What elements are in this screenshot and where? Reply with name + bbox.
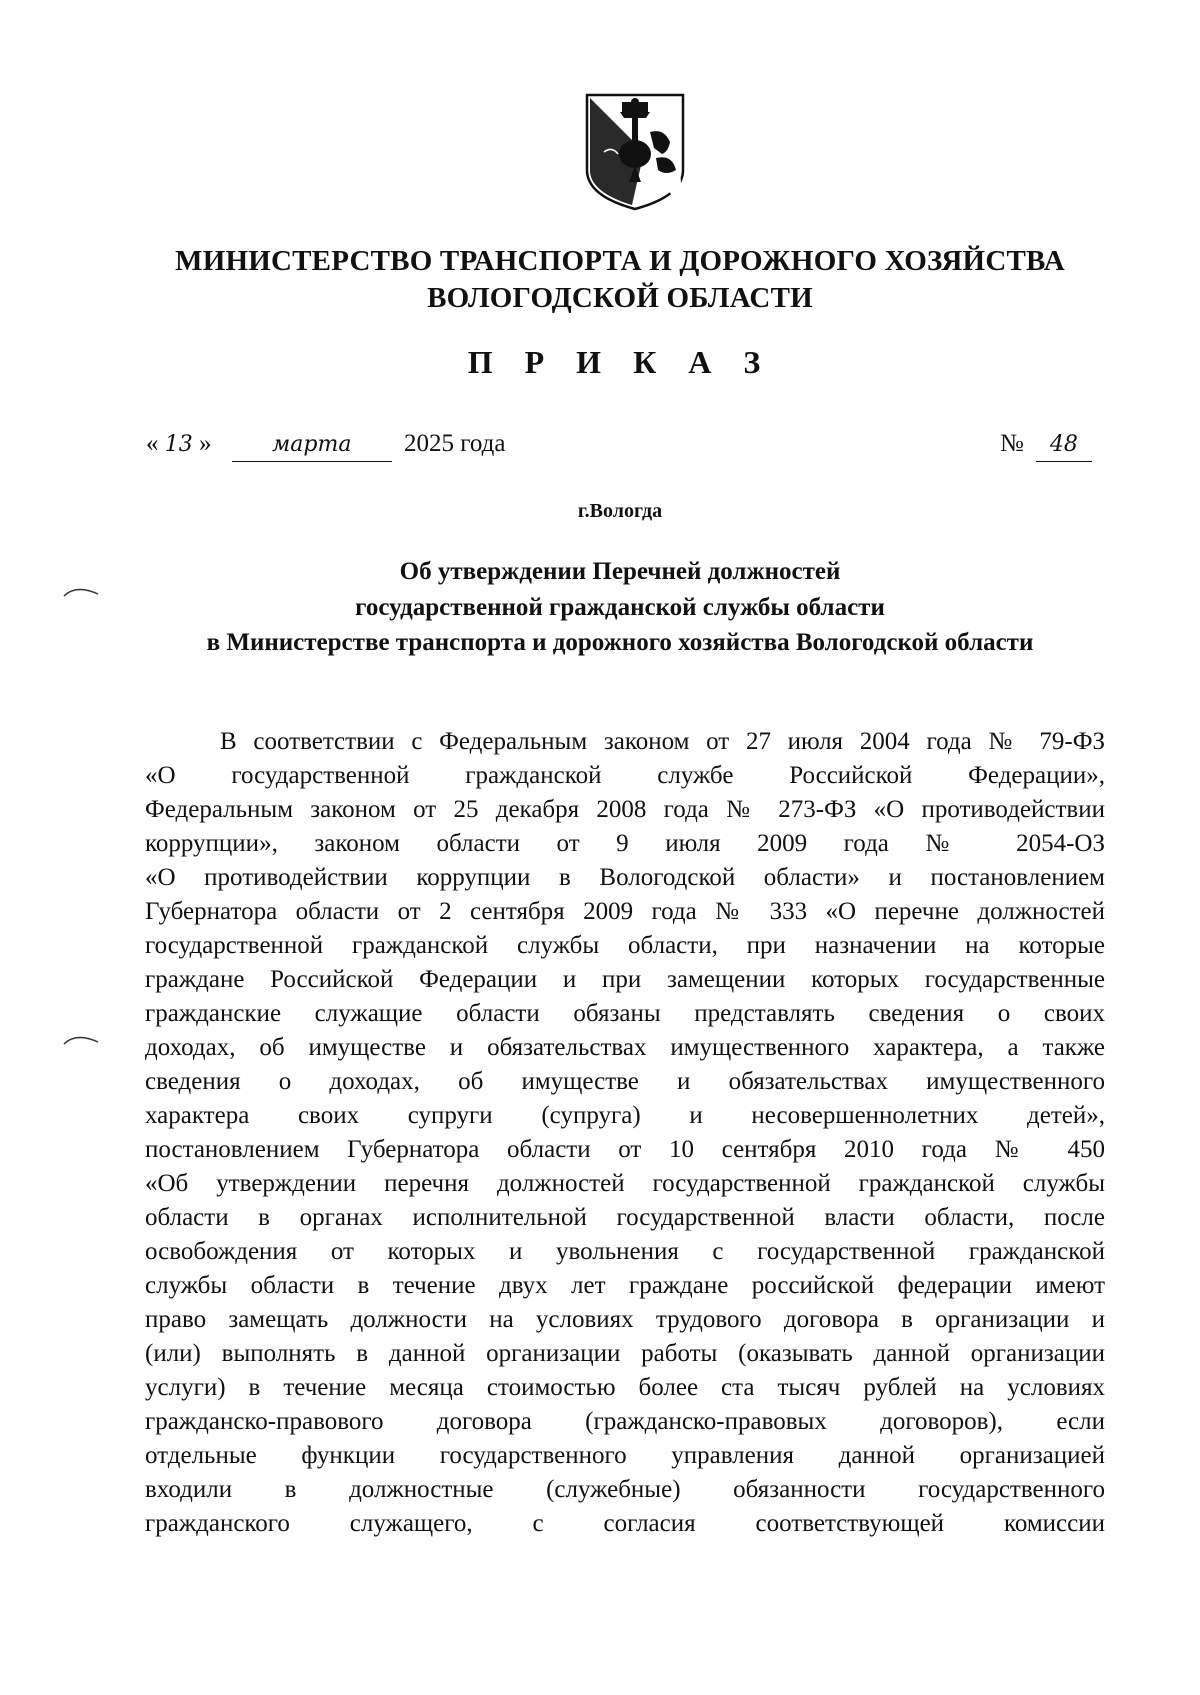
body-line: граждане Российской Федерации и при замещении которых государственные <box>145 966 1105 993</box>
subject-line-1: Об утверждении Перечней должностей <box>399 558 841 585</box>
order-number-label: № <box>1000 430 1024 457</box>
document-type-title: П Р И К А З <box>467 344 773 380</box>
body-line: характера своих супруги (супруга) и несовершеннолетних детей», <box>145 1102 1105 1129</box>
body-line: доходах, об имуществе и обязательствах имущественного характера, а также <box>145 1034 1105 1061</box>
subject-line-2: государственной гражданской службы области <box>355 594 885 621</box>
body-line: входили в должностные (служебные) обязанности государственного <box>145 1476 1105 1503</box>
body-line: государственной гражданской службы области, при назначении на которые <box>145 932 1105 959</box>
vologda-coat-of-arms-icon <box>584 92 686 212</box>
city-name: г.Вологда <box>577 500 663 522</box>
order-number-handwritten: 48 <box>1036 429 1092 462</box>
date-day-handwritten: 13 <box>164 432 193 457</box>
body-line: постановлением Губернатора области от 10 сентября 2010 года № 450 <box>145 1136 1105 1163</box>
body-line: «Об утверждении перечня должностей государственной гражданской службы <box>145 1170 1105 1197</box>
body-line: «О противодействии коррупции в Вологодской области» и постановлением <box>145 864 1105 891</box>
date-month-handwritten: марта <box>232 429 392 462</box>
ministry-name-line-2: ВОЛОГОДСКОЙ ОБЛАСТИ <box>427 282 813 314</box>
body-line: гражданско-правового договора (гражданско-правовых договоров), если <box>145 1408 1105 1435</box>
ministry-name-line-1: МИНИСТЕРСТВО ТРАНСПОРТА И ДОРОЖНОГО ХОЗЯЙСТВА <box>175 245 1065 277</box>
body-line: области в органах исполнительной государственной власти области, после <box>145 1204 1105 1231</box>
scan-artifact-mark <box>62 1030 102 1050</box>
body-line: службы области в течение двух лет граждане российской федерации имеют <box>145 1272 1105 1299</box>
body-line: «О государственной гражданской службе Российской Федерации», <box>145 762 1105 789</box>
order-number <box>1000 428 1092 462</box>
order-date <box>146 428 505 462</box>
date-open-quote: « <box>146 430 159 457</box>
body-line: услуги) в течение месяца стоимостью более ста тысяч рублей на условиях <box>145 1374 1105 1401</box>
body-line: коррупции», законом области от 9 июля 2009 года № 2054-ОЗ <box>145 830 1105 857</box>
body-line: отдельные функции государственного управления данной организацией <box>145 1442 1105 1469</box>
body-line: право замещать должности на условиях трудового договора в организации и <box>145 1306 1105 1333</box>
body-line: сведения о доходах, об имуществе и обязательствах имущественного <box>145 1068 1105 1095</box>
body-line: Губернатора области от 2 сентября 2009 года № 333 «О перечне должностей <box>145 898 1105 925</box>
subject-line-3: в Министерстве транспорта и дорожного хозяйства Вологодской области <box>206 629 1034 656</box>
body-line: освобождения от которых и увольнения с государственной гражданской <box>145 1238 1105 1265</box>
date-year: 2025 года <box>404 430 506 457</box>
date-close-quote: » <box>199 430 212 457</box>
body-line: (или) выполнять в данной организации работы (оказывать данной организации <box>145 1340 1105 1367</box>
body-line: гражданского служащего, с согласия соответствующей комиссии <box>145 1510 1105 1537</box>
body-line: В соответствии с Федеральным законом от 27 июля 2004 года № 79-ФЗ <box>220 728 1105 755</box>
scan-artifact-mark <box>62 582 102 602</box>
body-line: Федеральным законом от 25 декабря 2008 года № 273-ФЗ «О противодействии <box>145 796 1105 823</box>
body-line: гражданские служащие области обязаны представлять сведения о своих <box>145 1000 1105 1027</box>
